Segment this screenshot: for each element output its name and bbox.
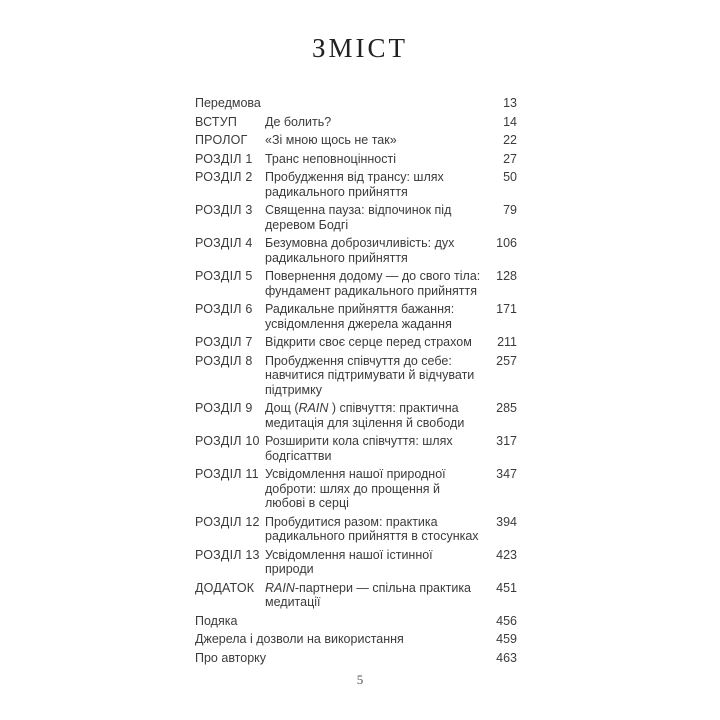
toc-entry: [195, 548, 517, 577]
toc-entry-title: [265, 152, 487, 167]
toc-entry-page: 317: [496, 434, 517, 448]
toc-entry-label: ДОДАТОК: [195, 580, 255, 595]
toc-entry-page: 285: [496, 401, 517, 415]
toc-entry-title-part: Відкрити своє серце перед страхом: [265, 335, 472, 349]
toc-entry-title-part: -партнери — спільна практика медитації: [265, 580, 472, 609]
toc-entry-label: РОЗДІЛ 7: [195, 335, 253, 349]
toc-entry-label: ПРОЛОГ: [195, 133, 248, 147]
toc-entry-page: 257: [496, 353, 517, 368]
toc-entry-label: РОЗДІЛ 3: [195, 203, 253, 217]
toc-entry-title: [265, 302, 487, 331]
toc-entry: [195, 614, 517, 629]
toc-entry-label: РОЗДІЛ 4: [195, 236, 253, 250]
toc-entry-title: [195, 614, 487, 629]
toc-entry-page: 451: [496, 580, 517, 595]
toc-entry-title: [265, 548, 487, 577]
toc-entry-title-part: Пробудження співчуття до себе: навчитися підтримувати й відчувати підтримку: [265, 353, 475, 397]
toc-entry-page: 463: [496, 650, 517, 665]
toc-entry: [195, 236, 517, 265]
toc-entry-label: ВСТУП: [195, 114, 238, 129]
toc-entry-title: [265, 467, 487, 511]
toc-entry-label: РОЗДІЛ 13: [195, 547, 260, 562]
toc-entry-title-part: Радикальне прийняття бажання: усвідомлення джерела жадання: [265, 302, 455, 331]
toc-entry-label: РОЗДІЛ 12: [195, 514, 260, 529]
toc-entry-page: 22: [503, 133, 517, 147]
toc-entry-page: 347: [496, 467, 517, 481]
toc-entry-label: РОЗДІЛ 1: [195, 151, 253, 166]
toc-entry-title-part: Повернення додому — до свого тіла: фундамент радикального прийняття: [265, 269, 481, 298]
toc-entry: [195, 354, 517, 398]
toc-entry-title-part: Усвідомлення нашої природної доброти: шлях до прощення й любові в серці: [265, 467, 446, 510]
toc-entry-label: РОЗДІЛ 2: [195, 170, 253, 184]
toc-entry-label: РОЗДІЛ 10: [195, 434, 260, 448]
toc-entry: [195, 434, 517, 463]
toc-entry-label: РОЗДІЛ 11: [195, 467, 259, 481]
toc-entry-title-part: Розширити кола співчуття: шлях бодгісаттви: [265, 434, 453, 463]
folio-page-number: 5: [356, 672, 364, 687]
toc-entry: [195, 632, 517, 647]
toc-entry-label: РОЗДІЛ 5: [195, 269, 253, 283]
toc-entry: [195, 651, 517, 666]
toc-entry-page: 13: [503, 96, 517, 110]
toc-entry-title: [265, 236, 487, 265]
toc-entry-title: [265, 203, 487, 232]
toc-entry-title: [265, 434, 487, 463]
toc-entry-title: [265, 581, 487, 610]
toc-entry-title-part: Транс неповноцінності: [265, 151, 396, 166]
toc-entry-label: РОЗДІЛ 9: [195, 401, 253, 415]
toc-entry-title: [265, 269, 487, 298]
toc-entry-title-part: ) співчуття: практична медитація для зцілення й свободи: [265, 401, 465, 430]
toc-entry-page: 456: [496, 613, 517, 628]
toc-entry-title-part: Про авторку: [195, 650, 267, 665]
toc-entry-page: 394: [496, 514, 517, 529]
toc-entry-title: [265, 335, 487, 350]
toc-entry-title-part: Подяка: [195, 613, 238, 628]
toc-entry-title-part: Безумовна доброзичливість: дух радикального прийняття: [265, 236, 455, 265]
toc-entry-label: РОЗДІЛ 8: [195, 353, 253, 368]
toc-entry: [195, 515, 517, 544]
toc-entry-title-part: Джерела і дозволи на використання: [195, 632, 404, 646]
toc-entry-page: 79: [503, 203, 517, 217]
toc-entry-title: [195, 96, 487, 111]
toc-entry-title: [265, 133, 487, 148]
toc-entry-title: [265, 401, 487, 430]
toc-entry: [195, 581, 517, 610]
toc-entry-page: 459: [496, 632, 517, 646]
toc-entry: [195, 152, 517, 167]
toc-entry-page: 106: [496, 236, 517, 250]
toc-entry-title-part: Священна пауза: відпочинок під деревом Бодгі: [265, 203, 452, 232]
toc-entry-title-part: Де болить?: [265, 114, 332, 129]
toc-entry: [195, 467, 517, 511]
toc-entry: [195, 133, 517, 148]
toc-entry: [195, 170, 517, 199]
toc-entry-page: 27: [503, 151, 517, 166]
table-of-contents: [195, 96, 517, 669]
toc-entry: [195, 401, 517, 430]
toc-entry-title-part: RAIN: [265, 580, 295, 595]
toc-entry: [195, 115, 517, 130]
toc-entry-title: [265, 115, 487, 130]
toc-entry-title-part: Пробудитися разом: практика радикального прийняття в стосунках: [265, 514, 479, 543]
toc-entry: [195, 269, 517, 298]
toc-entry-page: 171: [496, 302, 517, 316]
toc-entry: [195, 335, 517, 350]
toc-entry-title-part: Усвідомлення нашої істинної природи: [265, 547, 433, 576]
toc-entry-title-part: Пробудження від трансу: шлях радикального прийняття: [265, 170, 444, 199]
toc-entry-page: 211: [497, 335, 517, 349]
page-title: ЗМІСТ: [311, 33, 409, 63]
toc-entry-title-part: Передмова: [195, 96, 261, 110]
toc-entry-title: [265, 515, 487, 544]
toc-entry-page: 128: [496, 269, 517, 283]
toc-entry-page: 14: [503, 114, 517, 129]
toc-entry: [195, 302, 517, 331]
toc-entry-page: 423: [496, 547, 517, 562]
toc-entry-page: 50: [503, 170, 517, 184]
toc-entry-title: [265, 354, 487, 398]
toc-entry-title-part: RAIN: [298, 401, 329, 415]
toc-entry: [195, 96, 517, 111]
toc-entry-title-part: Дощ (: [265, 401, 299, 415]
toc-entry-title: [195, 651, 487, 666]
toc-entry-title: [195, 632, 487, 647]
toc-entry: [195, 203, 517, 232]
toc-entry-label: РОЗДІЛ 6: [195, 302, 253, 316]
toc-entry-title-part: «Зі мною щось не так»: [265, 133, 397, 147]
toc-entry-title: [265, 170, 487, 199]
